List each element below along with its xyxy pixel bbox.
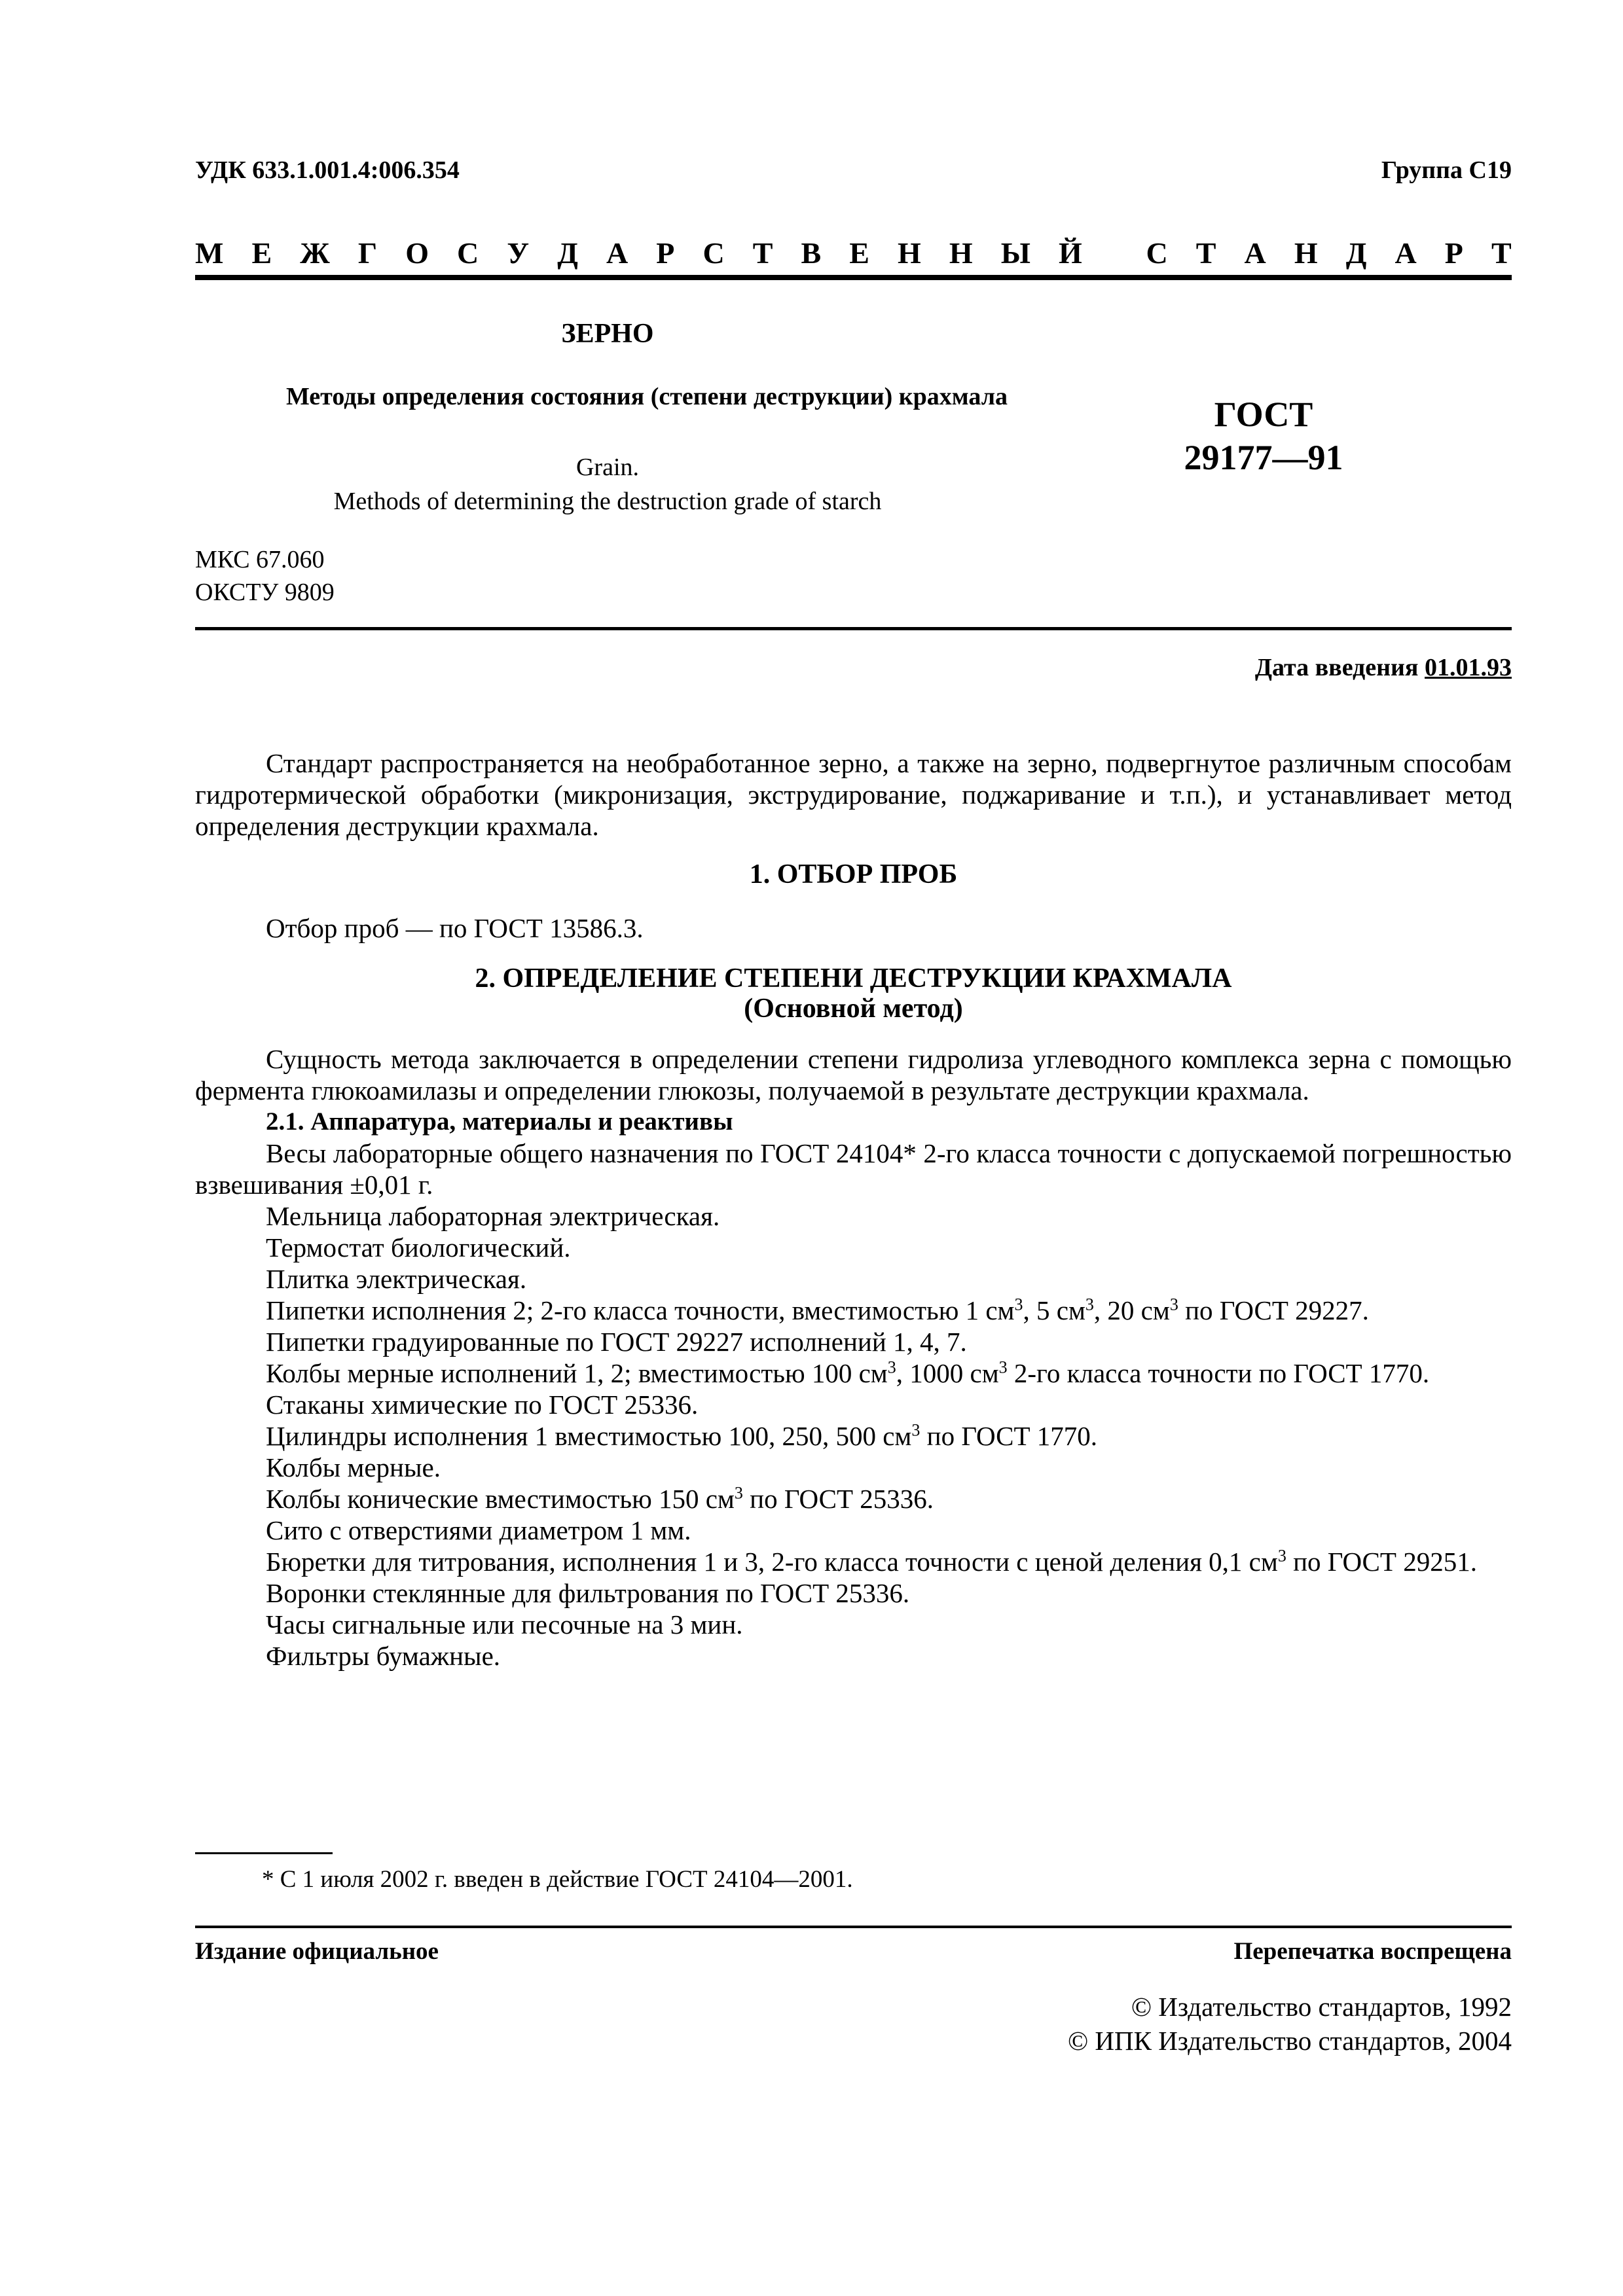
list-item: Плитка электрическая. xyxy=(266,1264,527,1294)
document-subject: ЗЕРНО xyxy=(561,319,654,349)
footnote-rule xyxy=(195,1852,333,1854)
banner-letter: М xyxy=(195,236,224,270)
banner-letter: Й xyxy=(1059,236,1082,270)
banner-letter: В xyxy=(801,236,822,270)
banner-letter: Р xyxy=(1444,236,1463,270)
list-item-text: по ГОСТ 29251. xyxy=(1286,1547,1477,1577)
section-1-text: Отбор проб — по ГОСТ 13586.3. xyxy=(266,913,644,943)
superscript: 3 xyxy=(1085,1295,1094,1314)
interstate-standard-banner xyxy=(195,236,1512,270)
okstu-code: ОКСТУ 9809 xyxy=(195,579,335,606)
list-item: Пипетки градуированные по ГОСТ 29227 исполнений 1, 4, 7. xyxy=(266,1327,967,1357)
method-essence: Сущность метода заключается в определении степени гидролиза углеводного комплекса зерна с помощью фермента глюкоамилазы и определении глюкозы, получаемой в результате деструкции крахмала. xyxy=(195,1044,1512,1105)
copyright-line: © Издательство стандартов, 1992 xyxy=(1131,1992,1512,2022)
list-item: Сито с отверстиями диаметром 1 мм. xyxy=(266,1515,691,1545)
header-rule xyxy=(195,275,1512,280)
section-2-heading: 2. ОПРЕДЕЛЕНИЕ СТЕПЕНИ ДЕСТРУКЦИИ КРАХМАЛА xyxy=(475,963,1232,994)
title-en-line2: Methods of determining the destruction grade of starch xyxy=(333,488,882,515)
banner-letter: С xyxy=(1146,236,1168,270)
banner-letter: Р xyxy=(656,236,675,270)
list-item: Стаканы химические по ГОСТ 25336. xyxy=(266,1390,699,1420)
list-item-text: по ГОСТ 1770. xyxy=(920,1421,1097,1451)
banner-letter: Н xyxy=(898,236,921,270)
banner-letter: Т xyxy=(1195,236,1216,270)
banner-letter: А xyxy=(606,236,629,270)
document-title-en xyxy=(195,450,1020,518)
classification-codes xyxy=(195,543,335,609)
banner-letter: С xyxy=(457,236,479,270)
introduction-date xyxy=(1255,653,1512,682)
list-item: Весы лабораторные общего назначения по ГОСТ 24104* 2-го класса точности с допускаемой погрешностью взвешивания ±0,01 г. xyxy=(195,1138,1512,1200)
date-label: Дата введения xyxy=(1254,654,1419,681)
footnote: * С 1 июля 2002 г. введен в действие ГОСТ 24104—2001. xyxy=(262,1866,853,1893)
footer-rule xyxy=(195,1926,1512,1928)
banner-letter: Ы xyxy=(1000,236,1030,270)
intro-paragraph: Стандарт распространяется на необработанное зерно, а также на зерно, подвергнутое различным способам гидротермической обработки (микронизация, экструдирование, поджаривание и т.п.), и устанавливает метод определения деструкции крахмала. xyxy=(195,748,1512,841)
banner-letter: А xyxy=(1244,236,1266,270)
list-item-text: , 1000 см xyxy=(896,1358,999,1388)
list-item xyxy=(195,1483,1512,1515)
list-item xyxy=(195,1295,1512,1326)
list-item: Фильтры бумажные. xyxy=(266,1641,501,1671)
section-1-heading: 1. ОТБОР ПРОБ xyxy=(749,859,958,889)
superscript: 3 xyxy=(1277,1546,1286,1566)
superscript: 3 xyxy=(1169,1295,1178,1314)
official-edition-label: Издание официальное xyxy=(195,1938,439,1965)
date-value: 01.01.93 xyxy=(1425,654,1512,681)
list-item-text: по ГОСТ 25336. xyxy=(742,1484,934,1514)
list-item-text: , 20 см xyxy=(1093,1295,1170,1325)
list-item xyxy=(195,1420,1512,1452)
banner-letter: Д xyxy=(1345,236,1367,270)
banner-letter: Е xyxy=(849,236,869,270)
document-title-ru: Методы определения состояния (степени деструкции) крахмала xyxy=(285,383,1008,410)
banner-letter: Т xyxy=(1491,236,1512,270)
mks-code: МКС 67.060 xyxy=(195,546,325,573)
reprint-prohibited-label: Перепечатка воспрещена xyxy=(1233,1938,1512,1965)
list-item xyxy=(195,1357,1512,1389)
gost-label: ГОСТ xyxy=(1214,395,1313,434)
list-item: Мельница лабораторная электрическая. xyxy=(266,1201,720,1231)
banner-letter: Н xyxy=(1294,236,1318,270)
list-item xyxy=(195,1546,1512,1577)
banner-letter: Д xyxy=(557,236,578,270)
list-item-text: Пипетки исполнения 2; 2-го класса точности, вместимостью 1 см xyxy=(266,1295,1015,1325)
list-item-text: 2-го класса точности по ГОСТ 1770. xyxy=(1007,1358,1430,1388)
copyright-block xyxy=(1068,1990,1512,2058)
section-2-subheading: (Основной метод) xyxy=(744,994,963,1024)
banner-letter: Ж xyxy=(300,236,330,270)
subsection-2-1-heading: 2.1. Аппаратура, материалы и реактивы xyxy=(266,1107,733,1136)
copyright-line: © ИПК Издательство стандартов, 2004 xyxy=(1067,2026,1512,2056)
list-item-text: Колбы мерные исполнений 1, 2; вместимостью 100 см xyxy=(266,1358,888,1388)
superscript: 3 xyxy=(911,1420,921,1440)
list-item-text: Колбы конические вместимостью 150 см xyxy=(266,1484,735,1514)
title-en-line1: Grain. xyxy=(575,454,640,481)
banner-letter: У xyxy=(507,236,530,270)
superscript: 3 xyxy=(734,1483,743,1503)
banner-letter: Г xyxy=(357,236,378,270)
superscript: 3 xyxy=(1014,1295,1023,1314)
udk-code: УДК 633.1.001.4:006.354 xyxy=(195,156,460,184)
list-item-text: , 5 см xyxy=(1023,1295,1085,1325)
list-item: Колбы мерные. xyxy=(266,1452,441,1482)
list-item-text: по ГОСТ 29227. xyxy=(1178,1295,1369,1325)
banner-letter xyxy=(1110,236,1118,270)
list-item-text: Бюретки для титрования, исполнения 1 и 3, 2-го класса точности с ценой деления 0,1 см xyxy=(266,1547,1278,1577)
title-rule xyxy=(195,627,1512,630)
list-item-text: Цилиндры исполнения 1 вместимостью 100, 250, 500 см xyxy=(266,1421,912,1451)
superscript: 3 xyxy=(998,1357,1008,1377)
gost-number: 29177—91 xyxy=(1184,438,1343,477)
list-item: Термостат биологический. xyxy=(266,1232,571,1263)
banner-letter: Т xyxy=(752,236,773,270)
banner-letter: Н xyxy=(949,236,973,270)
banner-letter: С xyxy=(702,236,725,270)
superscript: 3 xyxy=(887,1357,896,1377)
group-code: Группа С19 xyxy=(1381,156,1512,184)
list-item: Воронки стеклянные для фильтрования по ГОСТ 25336. xyxy=(266,1578,910,1608)
list-item: Часы сигнальные или песочные на 3 мин. xyxy=(266,1609,743,1640)
banner-letter: О xyxy=(405,236,429,270)
banner-letter: Е xyxy=(251,236,272,270)
gost-designation xyxy=(1172,393,1355,479)
document-body xyxy=(195,747,1512,1672)
banner-letter: А xyxy=(1395,236,1417,270)
